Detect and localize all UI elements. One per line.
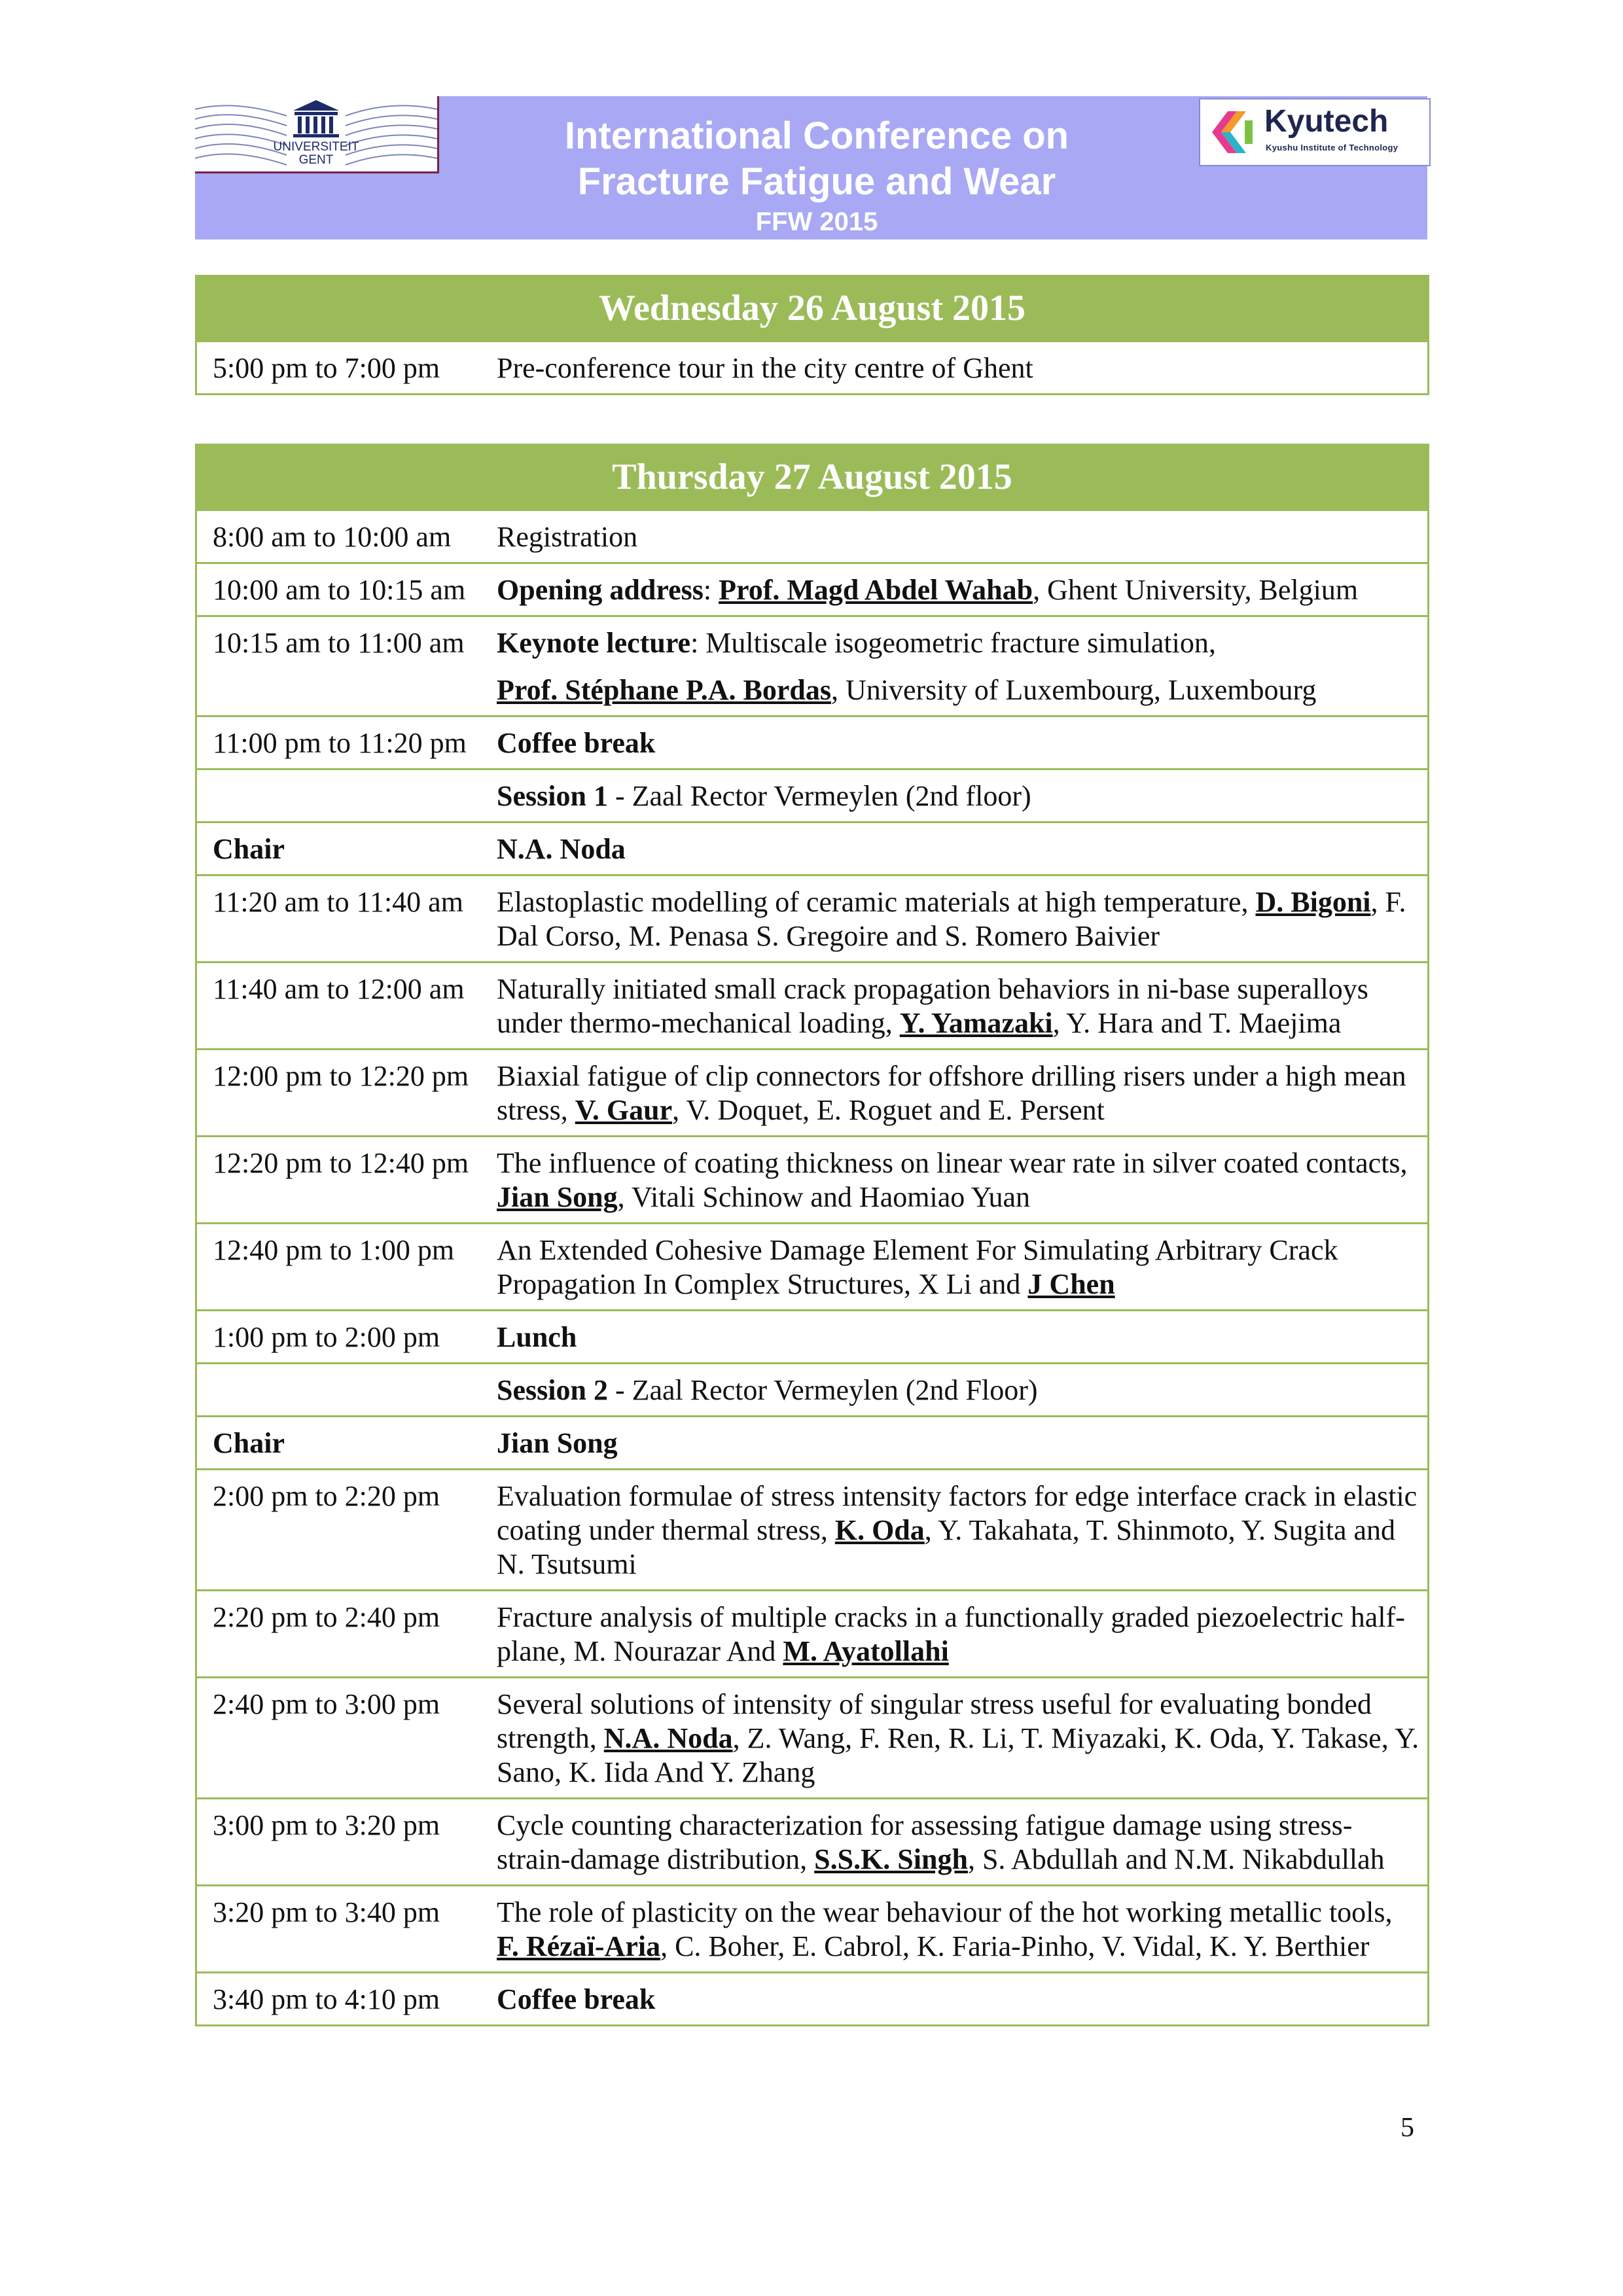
day-heading: Wednesday 26 August 2015 (197, 277, 1427, 340)
description-cell (497, 1224, 1427, 1309)
talk-row (197, 1048, 1427, 1135)
description-cell (497, 1050, 1427, 1135)
presenting-author: V. Gaur (575, 1094, 673, 1126)
talk-title: Several solutions of intensity of singular stress useful for evaluating bonded strength, (497, 1688, 1372, 1754)
talk-row (197, 1884, 1427, 1971)
description-cell (497, 770, 1427, 821)
description-cell: Lunch (497, 1321, 577, 1353)
session-name: Session 1 (497, 780, 608, 812)
session-location: - Zaal Rector Vermeylen (2nd floor) (607, 780, 1031, 812)
description-cell (497, 1137, 1427, 1222)
session-location: - Zaal Rector Vermeylen (2nd Floor) (607, 1374, 1038, 1406)
building-icon (293, 100, 339, 137)
talk-title: Elastoplastic modelling of ceramic materials at high temperature, (497, 886, 1256, 918)
co-authors: , Z. Wang, F. Ren, R. Li, T. Miyazaki, K. Oda, Y. Takase, Y. Sano, K. Iida And Y. Zhang (497, 1722, 1419, 1788)
presenting-author: M. Ayatollahi (783, 1635, 949, 1667)
kyutech-logo (1199, 98, 1431, 166)
talk-row (197, 874, 1427, 961)
time-cell: 12:00 pm to 12:20 pm (213, 1060, 469, 1092)
co-authors: , C. Boher, E. Cabrol, K. Faria-Pinho, V. Vidal, K. Y. Berthier (660, 1930, 1370, 1962)
presenting-author: D. Bigoni (1255, 886, 1371, 918)
affiliation: , Ghent University, Belgium (1033, 574, 1359, 606)
ugent-name-line1: UNIVERSITEIT (273, 140, 359, 154)
schedule-row (197, 1971, 1427, 2024)
talk-row (197, 961, 1427, 1048)
time-cell: 3:40 pm to 4:10 pm (213, 1983, 440, 2015)
time-cell: 10:15 am to 11:00 am (213, 627, 465, 659)
session-row (197, 768, 1427, 821)
session-name: Session 2 (497, 1374, 608, 1406)
time-cell: 8:00 am to 10:00 am (213, 521, 452, 553)
session-row (197, 1362, 1427, 1415)
time-cell: 12:40 pm to 1:00 pm (213, 1234, 455, 1266)
talk-title: Fracture analysis of multiple cracks in a functionally graded piezoelectric half-plane, M. Nourazar And (497, 1601, 1405, 1667)
talk-title: The role of plasticity on the wear behaviour of the hot working metallic tools, (497, 1896, 1393, 1928)
presenting-author: Prof. Magd Abdel Wahab (719, 574, 1033, 606)
time-cell: 11:40 am to 12:00 am (213, 973, 465, 1005)
time-cell: 11:20 am to 11:40 am (213, 886, 463, 918)
time-cell: 11:00 pm to 11:20 pm (213, 727, 467, 759)
schedule-row (197, 509, 1427, 562)
day-heading: Thursday 27 August 2015 (197, 446, 1427, 509)
time-cell (197, 770, 497, 821)
time-cell: 12:20 pm to 12:40 pm (213, 1147, 469, 1179)
conference-banner (195, 96, 1427, 239)
banner-title-line2: Fracture Fatigue and Wear (577, 160, 1056, 203)
talk-row (197, 1589, 1427, 1676)
co-authors: , Y. Hara and T. Maejima (1052, 1007, 1342, 1039)
co-authors: , V. Doquet, E. Roguet and E. Persent (672, 1094, 1105, 1126)
talk-title: Cycle counting characterization for assessing fatigue damage using stress-strain-damage distribution, (497, 1809, 1353, 1875)
time-cell: 5:00 pm to 7:00 pm (213, 352, 440, 384)
separator: : (703, 574, 719, 606)
event-type: Opening address (497, 574, 704, 606)
presenting-author: K. Oda (834, 1514, 925, 1546)
event-type: Keynote lecture (497, 627, 691, 659)
time-cell (197, 1364, 497, 1415)
ugent-name-line2: GENT (298, 153, 334, 167)
presenting-author: Y. Yamazaki (899, 1007, 1053, 1039)
schedule-row (197, 562, 1427, 615)
chair-name: Jian Song (497, 1427, 618, 1459)
kyutech-k-icon (1208, 107, 1258, 157)
chair-label: Chair (213, 1427, 285, 1459)
schedule-row (197, 1309, 1427, 1362)
banner-title-line3: FFW 2015 (755, 207, 878, 236)
talk-title: : Multiscale isogeometric fracture simulation, (690, 627, 1216, 659)
co-authors: , Y. Takahata, T. Shinmoto, Y. Sugita and N. Tsutsumi (497, 1514, 1396, 1580)
talk-row (197, 1797, 1427, 1884)
time-cell: 2:00 pm to 2:20 pm (213, 1480, 440, 1512)
chair-name: N.A. Noda (497, 833, 626, 865)
description-cell (497, 1591, 1427, 1676)
page-number: 5 (1400, 2113, 1414, 2143)
wednesday-schedule (195, 275, 1429, 395)
chair-label: Chair (213, 833, 285, 865)
time-cell: 1:00 pm to 2:00 pm (213, 1321, 440, 1353)
co-authors: , Vitali Schinow and Haomiao Yuan (617, 1181, 1031, 1213)
thursday-schedule (195, 444, 1429, 2026)
co-authors: , S. Abdullah and N.M. Nikabdullah (967, 1843, 1385, 1875)
description-cell (497, 1470, 1427, 1589)
schedule-row (197, 715, 1427, 768)
presenting-author: Prof. Stéphane P.A. Bordas (497, 674, 831, 706)
presenting-author: Jian Song (497, 1181, 618, 1213)
time-cell: 3:00 pm to 3:20 pm (213, 1809, 440, 1841)
talk-row (197, 1468, 1427, 1589)
talk-title: Evaluation formulae of stress intensity factors for edge interface crack in elastic coating under thermal stress, (497, 1480, 1418, 1546)
kyutech-subtitle: Kyushu Institute of Technology (1266, 143, 1399, 152)
description-cell: Pre-conference tour in the city centre of Ghent (497, 352, 1033, 384)
talk-row (197, 1135, 1427, 1222)
description-cell (497, 564, 1427, 615)
schedule-row (197, 340, 1427, 393)
affiliation: , University of Luxembourg, Luxembourg (830, 674, 1317, 706)
co-authors: , F. Dal Corso, M. Penasa S. Gregoire and S. Romero Baivier (497, 886, 1406, 952)
description-cell: Registration (497, 521, 638, 553)
description-cell (497, 963, 1427, 1048)
talk-title: An Extended Cohesive Damage Element For Simulating Arbitrary Crack Propagation In Complex Structures, X Li and (497, 1234, 1338, 1300)
talk-row (197, 1676, 1427, 1797)
talk-title: Naturally initiated small crack propagation behaviors in ni-base superalloys under thermo-mechanical loading, (497, 973, 1368, 1039)
description-cell (497, 1799, 1427, 1884)
chair-row (197, 821, 1427, 874)
presenting-author: J Chen (1027, 1268, 1115, 1300)
description-cell (497, 617, 1427, 715)
kyutech-name: Kyutech (1264, 104, 1389, 139)
talk-row (197, 1222, 1427, 1309)
presenting-author: F. Rézaï-Aria (497, 1930, 661, 1962)
description-cell (497, 876, 1427, 961)
presenting-author: S.S.K. Singh (814, 1843, 968, 1875)
time-cell: 2:40 pm to 3:00 pm (213, 1688, 440, 1720)
description-cell (497, 1678, 1427, 1797)
talk-title: Biaxial fatigue of clip connectors for offshore drilling risers under a high mean stress, (497, 1060, 1406, 1126)
time-cell: 3:20 pm to 3:40 pm (213, 1896, 440, 1928)
description-cell: Coffee break (497, 1983, 656, 2015)
presenting-author: N.A. Noda (603, 1722, 733, 1754)
description-cell: Coffee break (497, 727, 656, 759)
time-cell: 10:00 am to 10:15 am (213, 574, 466, 606)
ghent-university-logo (195, 96, 439, 173)
banner-title-line1: International Conference on (564, 115, 1069, 157)
chair-row (197, 1415, 1427, 1468)
schedule-row (197, 615, 1427, 715)
time-cell: 2:20 pm to 2:40 pm (213, 1601, 440, 1633)
description-cell (497, 1886, 1427, 1971)
description-cell (497, 1364, 1427, 1415)
talk-title: The influence of coating thickness on linear wear rate in silver coated contacts, (497, 1147, 1408, 1179)
